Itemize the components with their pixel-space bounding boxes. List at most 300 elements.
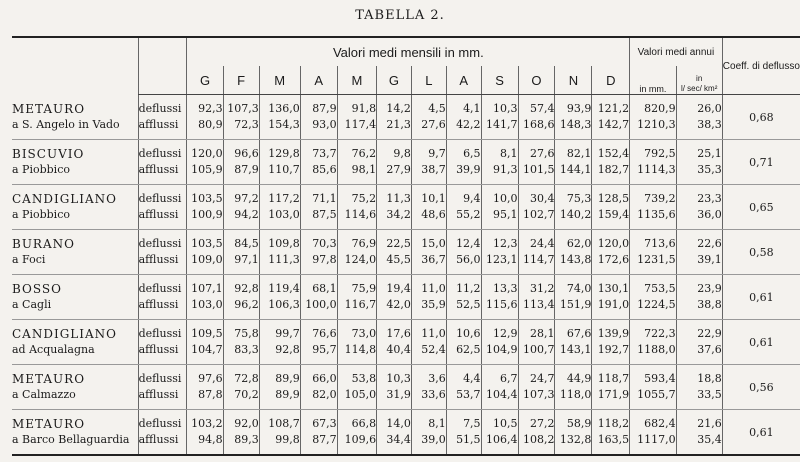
annual-lsec-top: in	[696, 74, 703, 83]
value-cell	[337, 230, 376, 275]
deflussi-value: 103,5	[191, 192, 223, 205]
value-cell	[592, 320, 630, 365]
value-cell	[223, 140, 259, 185]
value-cell	[223, 185, 259, 230]
afflussi-value: 39,9	[456, 163, 481, 176]
afflussi-value: 144,1	[559, 163, 592, 176]
deflussi-value: 22,6	[697, 237, 722, 250]
afflussi-value: 39,1	[697, 253, 722, 266]
value-cell	[411, 410, 446, 456]
label-deflussi: deflussi	[138, 192, 182, 205]
deflussi-value: 136,0	[268, 102, 300, 115]
afflussi-value: 109,0	[191, 253, 223, 266]
station-cell	[12, 410, 138, 456]
month-header: S	[481, 66, 518, 95]
table-row	[12, 95, 800, 140]
station-header-cell	[12, 37, 138, 95]
deflussi-value: 99,7	[275, 327, 300, 340]
month-header: A	[446, 66, 481, 95]
value-cell	[377, 95, 412, 140]
deflussi-value: 28,1	[529, 327, 555, 340]
deflussi-value: 74,0	[566, 282, 592, 295]
value-cell	[300, 185, 337, 230]
deflussi-value: 14,2	[386, 102, 411, 115]
coeff-header: Coeff. di deflusso	[722, 37, 800, 95]
value-cell	[300, 95, 337, 140]
value-cell	[259, 140, 300, 185]
month-header: M	[259, 66, 300, 95]
afflussi-value: 1055,7	[637, 388, 676, 401]
afflussi-value: 56,0	[456, 253, 481, 266]
value-cell	[187, 230, 223, 275]
afflussi-value: 1135,6	[637, 208, 676, 221]
value-cell	[481, 410, 518, 456]
discharge-table	[12, 36, 800, 456]
value-cell	[481, 95, 518, 140]
deflussi-value: 117,2	[268, 192, 300, 205]
coeff-value: 0,61	[722, 320, 800, 365]
afflussi-value: 80,9	[198, 118, 223, 131]
deflussi-value: 13,3	[493, 282, 518, 295]
table-row	[12, 275, 800, 320]
deflussi-value: 103,5	[191, 237, 223, 250]
deflussi-value: 58,9	[566, 417, 592, 430]
value-cell	[630, 410, 676, 456]
station-location: ad Acqualagna	[12, 343, 95, 356]
deflussi-value: 11,3	[386, 192, 411, 205]
value-cell	[518, 95, 555, 140]
station-location: a Piobbico	[12, 208, 70, 221]
afflussi-value: 104,9	[486, 343, 518, 356]
deflussi-value: 27,6	[529, 147, 555, 160]
deflussi-value: 23,9	[697, 282, 722, 295]
type-cell	[138, 95, 187, 140]
afflussi-value: 34,4	[386, 433, 411, 446]
deflussi-value: 8,1	[500, 147, 518, 160]
value-cell	[337, 185, 376, 230]
afflussi-value: 143,1	[559, 343, 592, 356]
afflussi-value: 93,0	[312, 118, 337, 131]
deflussi-value: 11,0	[421, 327, 446, 340]
value-cell	[518, 275, 555, 320]
river-name: CANDIGLIANO	[12, 192, 118, 206]
afflussi-value: 36,0	[697, 208, 722, 221]
value-cell	[187, 275, 223, 320]
afflussi-value: 168,6	[522, 118, 555, 131]
month-header: N	[555, 66, 592, 95]
value-cell	[259, 365, 300, 410]
afflussi-value: 140,2	[559, 208, 592, 221]
deflussi-value: 108,7	[268, 417, 300, 430]
station-cell	[12, 95, 138, 140]
label-afflussi: afflussi	[138, 433, 179, 446]
station-location: a Barco Bellaguardia	[12, 433, 130, 446]
afflussi-value: 104,7	[191, 343, 223, 356]
deflussi-value: 129,8	[268, 147, 300, 160]
deflussi-value: 76,9	[351, 237, 377, 250]
deflussi-value: 72,8	[234, 372, 259, 385]
deflussi-value: 75,2	[351, 192, 377, 205]
deflussi-value: 139,9	[597, 327, 630, 340]
deflussi-value: 152,4	[597, 147, 630, 160]
value-cell	[411, 275, 446, 320]
afflussi-value: 83,3	[234, 343, 259, 356]
afflussi-value: 38,7	[421, 163, 446, 176]
deflussi-value: 76,6	[312, 327, 337, 340]
afflussi-value: 103,0	[268, 208, 300, 221]
river-name: BISCUVIO	[12, 147, 85, 161]
afflussi-value: 62,5	[456, 343, 481, 356]
deflussi-value: 118,7	[597, 372, 630, 385]
table-row	[12, 185, 800, 230]
label-afflussi: afflussi	[138, 163, 179, 176]
deflussi-value: 31,2	[529, 282, 555, 295]
coeff-value: 0,68	[722, 95, 800, 140]
deflussi-value: 66,8	[351, 417, 377, 430]
afflussi-value: 151,9	[559, 298, 592, 311]
month-header: O	[518, 66, 555, 95]
afflussi-value: 27,9	[386, 163, 411, 176]
deflussi-value: 75,3	[566, 192, 592, 205]
afflussi-value: 35,9	[421, 298, 446, 311]
value-cell	[592, 365, 630, 410]
annual-lsec-header	[676, 66, 722, 95]
deflussi-value: 22,9	[697, 327, 722, 340]
value-cell	[592, 275, 630, 320]
month-header: F	[223, 66, 259, 95]
value-cell	[518, 230, 555, 275]
afflussi-value: 38,3	[697, 118, 722, 131]
deflussi-value: 820,9	[644, 102, 676, 115]
value-cell	[446, 410, 481, 456]
deflussi-value: 6,5	[463, 147, 481, 160]
value-cell	[555, 140, 592, 185]
afflussi-value: 35,4	[697, 433, 722, 446]
deflussi-value: 107,3	[227, 102, 259, 115]
deflussi-value: 9,8	[393, 147, 411, 160]
deflussi-value: 15,0	[421, 237, 446, 250]
deflussi-value: 4,5	[428, 102, 446, 115]
value-cell	[630, 185, 676, 230]
station-location: a Foci	[12, 253, 46, 266]
deflussi-value: 84,5	[234, 237, 259, 250]
value-cell	[446, 95, 481, 140]
afflussi-value: 110,7	[268, 163, 300, 176]
deflussi-value: 4,4	[463, 372, 481, 385]
month-header: A	[300, 66, 337, 95]
afflussi-value: 97,1	[234, 253, 259, 266]
value-cell	[411, 95, 446, 140]
label-deflussi: deflussi	[138, 372, 182, 385]
deflussi-value: 128,5	[597, 192, 630, 205]
value-cell	[259, 185, 300, 230]
value-cell	[555, 185, 592, 230]
afflussi-value: 89,3	[234, 433, 259, 446]
afflussi-value: 70,2	[234, 388, 259, 401]
afflussi-value: 117,4	[344, 118, 377, 131]
afflussi-value: 171,9	[597, 388, 630, 401]
afflussi-value: 42,2	[456, 118, 481, 131]
label-deflussi: deflussi	[138, 237, 182, 250]
month-header: D	[592, 66, 630, 95]
coeff-value: 0,61	[722, 275, 800, 320]
deflussi-value: 19,4	[386, 282, 411, 295]
deflussi-value: 6,7	[500, 372, 518, 385]
station-cell	[12, 140, 138, 185]
value-cell	[223, 320, 259, 365]
value-cell	[555, 275, 592, 320]
value-cell	[300, 275, 337, 320]
value-cell	[555, 95, 592, 140]
value-cell	[676, 140, 722, 185]
deflussi-value: 71,1	[312, 192, 337, 205]
afflussi-value: 33,5	[697, 388, 722, 401]
deflussi-value: 7,5	[463, 417, 481, 430]
deflussi-value: 12,9	[493, 327, 518, 340]
deflussi-value: 4,1	[463, 102, 481, 115]
afflussi-value: 113,4	[522, 298, 555, 311]
type-cell	[138, 185, 187, 230]
afflussi-value: 99,8	[275, 433, 300, 446]
afflussi-value: 159,4	[597, 208, 630, 221]
deflussi-value: 57,4	[529, 102, 555, 115]
afflussi-value: 106,3	[268, 298, 300, 311]
deflussi-value: 753,5	[644, 282, 676, 295]
deflussi-value: 76,2	[351, 147, 377, 160]
value-cell	[411, 320, 446, 365]
afflussi-value: 141,7	[486, 118, 518, 131]
deflussi-value: 10,3	[493, 102, 518, 115]
value-cell	[259, 410, 300, 456]
value-cell	[377, 410, 412, 456]
station-cell	[12, 320, 138, 365]
deflussi-value: 62,0	[566, 237, 592, 250]
value-cell	[300, 410, 337, 456]
value-cell	[481, 185, 518, 230]
value-cell	[446, 320, 481, 365]
annual-mm-header: in mm.	[630, 66, 676, 95]
deflussi-value: 30,4	[529, 192, 555, 205]
value-cell	[259, 320, 300, 365]
afflussi-value: 87,8	[198, 388, 223, 401]
afflussi-value: 87,5	[312, 208, 337, 221]
deflussi-value: 93,9	[566, 102, 592, 115]
deflussi-value: 120,0	[191, 147, 223, 160]
value-cell	[446, 365, 481, 410]
month-header: G	[187, 66, 223, 95]
deflussi-value: 130,1	[597, 282, 630, 295]
station-location: a Piobbico	[12, 163, 70, 176]
value-cell	[377, 275, 412, 320]
value-cell	[187, 365, 223, 410]
afflussi-value: 36,7	[421, 253, 446, 266]
label-afflussi: afflussi	[138, 208, 179, 221]
afflussi-value: 100,0	[305, 298, 337, 311]
afflussi-value: 124,0	[344, 253, 377, 266]
value-cell	[630, 275, 676, 320]
deflussi-value: 24,4	[529, 237, 555, 250]
station-location: a Cagli	[12, 298, 52, 311]
value-cell	[223, 95, 259, 140]
deflussi-value: 18,8	[697, 372, 722, 385]
deflussi-value: 10,5	[493, 417, 518, 430]
deflussi-value: 109,5	[191, 327, 223, 340]
deflussi-value: 97,2	[234, 192, 259, 205]
value-cell	[676, 365, 722, 410]
value-cell	[337, 365, 376, 410]
deflussi-value: 26,0	[697, 102, 722, 115]
afflussi-value: 154,3	[268, 118, 300, 131]
deflussi-value: 593,4	[644, 372, 676, 385]
deflussi-value: 25,1	[697, 147, 722, 160]
deflussi-value: 66,0	[312, 372, 337, 385]
value-cell	[630, 230, 676, 275]
value-cell	[676, 185, 722, 230]
label-afflussi: afflussi	[138, 118, 179, 131]
river-name: CANDIGLIANO	[12, 327, 118, 341]
label-deflussi: deflussi	[138, 102, 182, 115]
coeff-value: 0,71	[722, 140, 800, 185]
afflussi-value: 35,3	[697, 163, 722, 176]
afflussi-value: 52,4	[421, 343, 446, 356]
value-cell	[481, 230, 518, 275]
type-cell	[138, 140, 187, 185]
value-cell	[518, 140, 555, 185]
deflussi-value: 68,1	[312, 282, 337, 295]
river-name: METAURO	[12, 101, 86, 116]
deflussi-value: 119,4	[268, 282, 300, 295]
value-cell	[223, 230, 259, 275]
deflussi-value: 118,2	[597, 417, 630, 430]
deflussi-value: 107,1	[191, 282, 223, 295]
deflussi-value: 11,2	[456, 282, 481, 295]
deflussi-value: 89,9	[275, 372, 300, 385]
type-cell	[138, 230, 187, 275]
afflussi-value: 108,2	[522, 433, 555, 446]
afflussi-value: 1188,0	[637, 343, 676, 356]
afflussi-value: 1210,3	[637, 118, 676, 131]
afflussi-value: 163,5	[597, 433, 630, 446]
deflussi-value: 10,1	[421, 192, 446, 205]
deflussi-value: 120,0	[597, 237, 630, 250]
value-cell	[411, 365, 446, 410]
table-row	[12, 365, 800, 410]
afflussi-value: 143,8	[559, 253, 592, 266]
afflussi-value: 85,6	[312, 163, 337, 176]
afflussi-value: 96,2	[234, 298, 259, 311]
afflussi-value: 114,7	[522, 253, 555, 266]
value-cell	[518, 320, 555, 365]
value-cell	[187, 185, 223, 230]
afflussi-value: 51,5	[456, 433, 481, 446]
deflussi-value: 9,7	[428, 147, 446, 160]
river-name: METAURO	[12, 417, 86, 431]
value-cell	[377, 140, 412, 185]
coeff-value: 0,56	[722, 365, 800, 410]
afflussi-value: 52,5	[456, 298, 481, 311]
value-cell	[518, 365, 555, 410]
river-name: METAURO	[12, 372, 86, 386]
value-cell	[446, 140, 481, 185]
value-cell	[518, 185, 555, 230]
table-row	[12, 140, 800, 185]
afflussi-value: 27,6	[421, 118, 446, 131]
monthly-group-header: Valori medi mensili in mm.	[187, 37, 630, 66]
coeff-value: 0,58	[722, 230, 800, 275]
deflussi-value: 92,0	[234, 417, 259, 430]
value-cell	[555, 230, 592, 275]
afflussi-value: 172,6	[597, 253, 630, 266]
deflussi-value: 10,6	[456, 327, 481, 340]
afflussi-value: 48,6	[421, 208, 446, 221]
deflussi-value: 73,7	[312, 147, 337, 160]
value-cell	[377, 230, 412, 275]
station-location: a S. Angelo in Vado	[12, 117, 120, 131]
deflussi-value: 121,2	[597, 102, 630, 115]
afflussi-value: 39,0	[421, 433, 446, 446]
deflussi-value: 27,2	[529, 417, 555, 430]
afflussi-value: 55,2	[456, 208, 481, 221]
type-cell	[138, 410, 187, 456]
deflussi-value: 103,2	[191, 417, 223, 430]
afflussi-value: 111,3	[268, 253, 300, 266]
afflussi-value: 1224,5	[637, 298, 676, 311]
afflussi-value: 82,0	[312, 388, 337, 401]
deflussi-value: 24,7	[529, 372, 555, 385]
deflussi-value: 22,5	[386, 237, 411, 250]
afflussi-value: 105,9	[191, 163, 223, 176]
afflussi-value: 97,8	[312, 253, 337, 266]
afflussi-value: 98,1	[351, 163, 377, 176]
station-cell	[12, 230, 138, 275]
afflussi-value: 95,7	[312, 343, 337, 356]
value-cell	[481, 320, 518, 365]
type-cell	[138, 275, 187, 320]
table-row	[12, 230, 800, 275]
afflussi-value: 100,7	[522, 343, 555, 356]
table-row	[12, 320, 800, 365]
afflussi-value: 31,9	[386, 388, 411, 401]
deflussi-value: 67,6	[566, 327, 592, 340]
afflussi-value: 114,6	[344, 208, 377, 221]
afflussi-value: 40,4	[386, 343, 411, 356]
value-cell	[446, 275, 481, 320]
deflussi-value: 75,9	[351, 282, 377, 295]
value-cell	[223, 275, 259, 320]
river-name: BOSSO	[12, 282, 62, 296]
deflussi-value: 739,2	[644, 192, 676, 205]
value-cell	[592, 95, 630, 140]
deflussi-value: 73,0	[351, 327, 377, 340]
afflussi-value: 191,0	[597, 298, 630, 311]
type-header-cell	[138, 37, 187, 95]
deflussi-value: 792,5	[644, 147, 676, 160]
value-cell	[187, 410, 223, 456]
value-cell	[481, 275, 518, 320]
value-cell	[377, 365, 412, 410]
deflussi-value: 12,3	[493, 237, 518, 250]
afflussi-value: 95,1	[493, 208, 518, 221]
month-header: L	[411, 66, 446, 95]
afflussi-value: 101,5	[522, 163, 555, 176]
afflussi-value: 192,7	[597, 343, 630, 356]
value-cell	[223, 410, 259, 456]
value-cell	[300, 320, 337, 365]
value-cell	[411, 230, 446, 275]
value-cell	[337, 410, 376, 456]
deflussi-value: 11,0	[421, 282, 446, 295]
value-cell	[592, 410, 630, 456]
